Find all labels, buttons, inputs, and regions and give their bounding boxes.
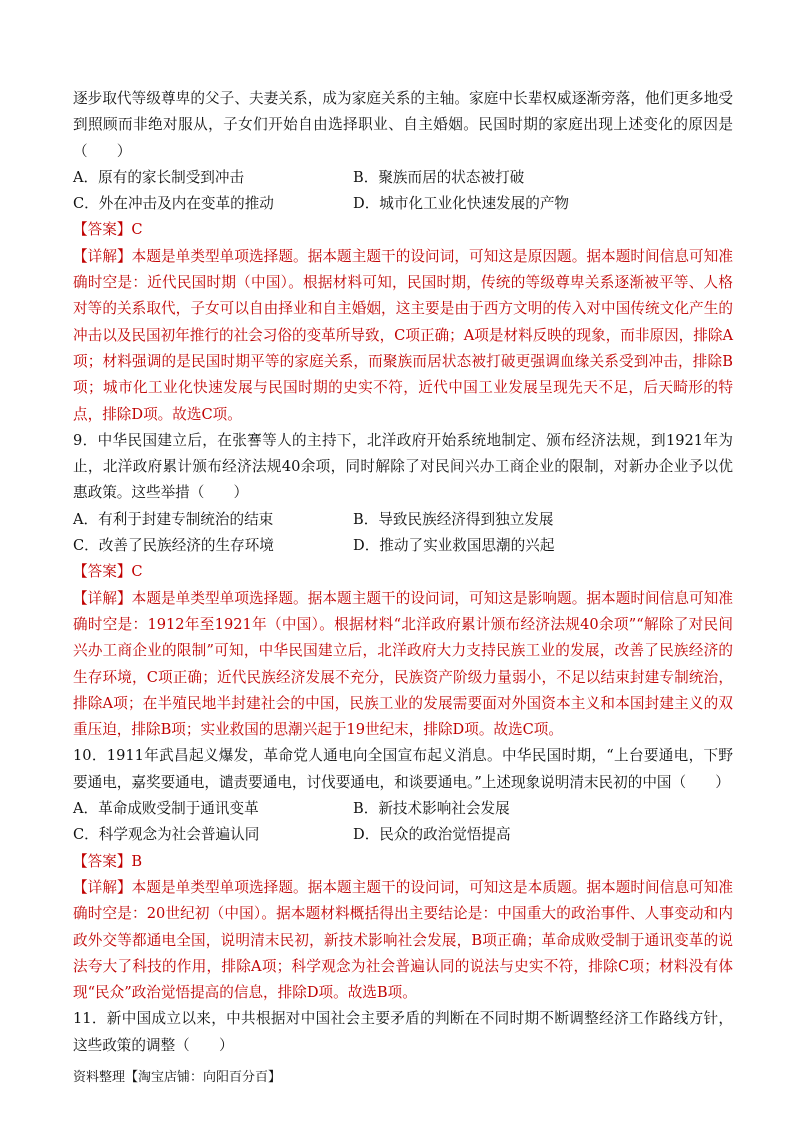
q8-stem: 逐步取代等级尊卑的父子、夫妻关系，成为家庭关系的主轴。家庭中长辈权威逐渐旁落，他们更多地受到照顾而非绝对服从，子女们开始自由选择职业、自主婚姻。民国时期的家庭出现上述变化的原因是（ ） xyxy=(73,90,733,160)
q10-detail: 【详解】本题是单类型单项选择题。据本题主题干的设问词，可知这是本质题。据本题时间信息可知准确时空是：20世纪初（中国）。据本题材料概括得出主要结论是：中国重大的政治事件、人事变动和内政外交等都通电全国，说明清末民初，新技术影响社会发展，B项正确；革命成败受制于通讯变革的说法夸大了科技的作用，排除A项；科学观念为社会普遍认同的说法与史实不符，排除C项；材料没有体现“民众”政治觉悟提高的信息，排除D项。故选B项。 xyxy=(73,878,733,1002)
q8-answer: 【答案】C xyxy=(73,221,143,239)
q10-options xyxy=(73,796,733,849)
q8-detail: 【详解】本题是单类型单项选择题。据本题主题干的设问词，可知这是原因题。据本题时间信息可知准确时空是：近代民国时期（中国）。根据材料可知，民国时期，传统的等级尊卑关系逐渐被平等、人格对等的关系取代，子女可以自由择业和自主婚姻，这主要是由于西方文明的传入对中国传统文化产生的冲击以及民国初年推行的社会习俗的变革所导致，C项正确；A项是材料反映的现象，而非原因，排除A项；材料强调的是民国时期平等的家庭关系，而聚族而居状态被打破更强调血缘关系受到冲击，排除B项；城市化工业化快速发展与民国时期的史实不符，近代中国工业发展呈现先天不足，后天畸形的特点，排除D项。故选C项。 xyxy=(73,247,733,423)
q8-option-d: D．城市化工业化快速发展的产物 xyxy=(353,195,570,213)
q9-detail: 【详解】本题是单类型单项选择题。据本题主题干的设问词，可知这是影响题。据本题时间信息可知准确时空是：1912年至1921年（中国）。根据材料“北洋政府累计颁布经济法规40余项”“解除了对民间兴办工商企业的限制”可知，中华民国建立后，北洋政府大力支持民族工业的发展，改善了民族经济的生存环境，C项正确；近代民族经济发展不充分，民族资产阶级力量弱小，不足以结束封建专制统治，排除A项；在半殖民地半封建社会的中国，民族工业的发展需要面对外国资本主义和本国封建主义的双重压迫，排除B项；实业救国的思潮兴起于19世纪末，排除D项。故选C项。 xyxy=(73,589,733,739)
q9-option-a: A．有利于封建专制统治的结束 xyxy=(73,510,274,528)
page-footer: 资料整理【淘宝店铺：向阳百分百】 xyxy=(73,1070,282,1085)
q11-stem: 11．新中国成立以来，中共根据对中国社会主要矛盾的判断在不同时期不断调整经济工作路线方针，这些政策的调整（ ） xyxy=(73,1010,733,1054)
q9-options xyxy=(73,507,733,560)
q10-option-d: D．民众的政治觉悟提高 xyxy=(353,826,511,844)
q8-option-c: C．外在冲击及内在变革的推动 xyxy=(73,195,274,213)
q9-option-b: B．导致民族经济得到独立发展 xyxy=(353,510,554,528)
q9-option-d: D．推动了实业救国思潮的兴起 xyxy=(353,537,555,555)
q10-answer: 【答案】B xyxy=(73,852,143,870)
q8-option-b: B．聚族而居的状态被打破 xyxy=(353,168,525,186)
q10-option-a: A．革命成败受制于通讯变革 xyxy=(73,800,259,818)
q10-option-c: C．科学观念为社会普遍认同 xyxy=(73,826,260,844)
q8-option-a: A．原有的家长制受到冲击 xyxy=(73,168,245,186)
q8-options xyxy=(73,165,733,218)
q10-stem: 10．1911年武昌起义爆发，革命党人通电向全国宣布起义消息。中华民国时期，“上台要通电，下野要通电，嘉奖要通电，谴责要通电，讨伐要通电，和谈要通电。”上述现象说明清末民初的中国（ ） xyxy=(73,747,733,791)
q9-answer: 【答案】C xyxy=(73,563,143,581)
q10-option-b: B．新技术影响社会发展 xyxy=(353,800,510,818)
q9-option-c: C．改善了民族经济的生存环境 xyxy=(73,537,274,555)
q9-stem: 9．中华民国建立后，在张謇等人的主持下，北洋政府开始系统地制定、颁布经济法规，到1921年为止，北洋政府累计颁布经济法规40余项，同时解除了对民间兴办工商企业的限制，对新办企业予以优惠政策。这些举措（ ） xyxy=(73,431,733,502)
document-body xyxy=(73,86,733,1059)
